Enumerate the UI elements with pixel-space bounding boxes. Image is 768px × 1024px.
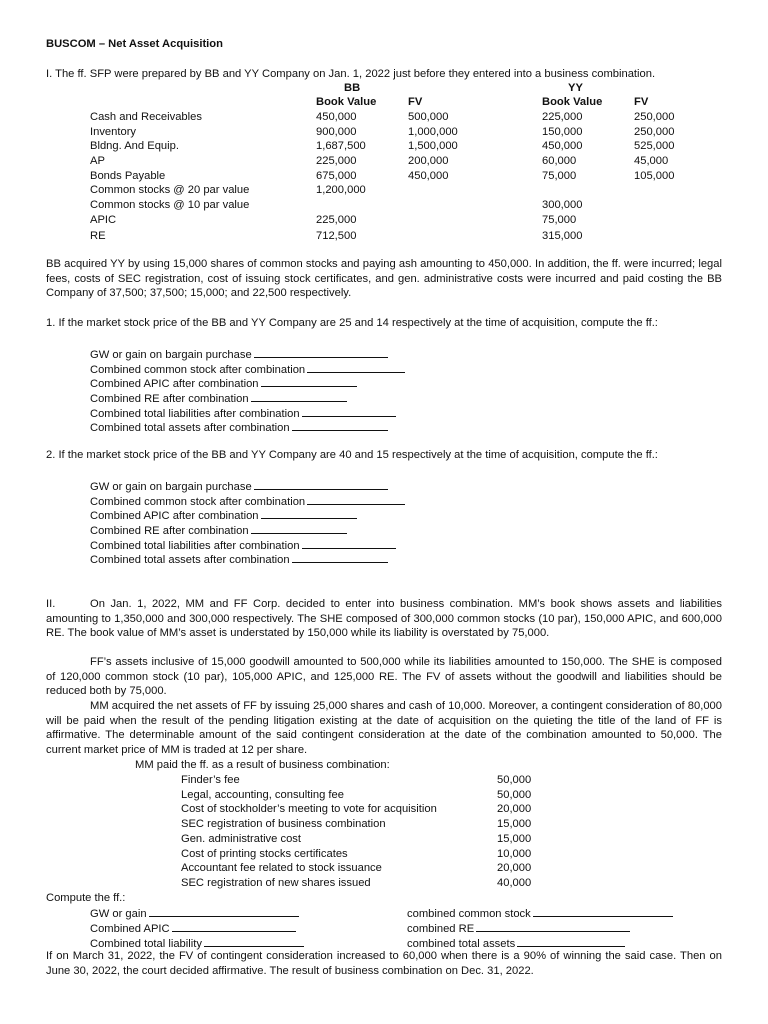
answer-blank[interactable] [307,361,405,373]
compute-item-label: combined common stock [407,908,531,920]
sfp-cell: 1,000,000 [408,126,458,138]
sfp-cell: 500,000 [408,111,449,123]
sfp-cell: 75,000 [542,214,577,226]
sfp-cell: 150,000 [542,126,583,138]
answer-blank[interactable] [302,405,396,417]
sfp-cell: 300,000 [542,199,583,211]
answer-blank[interactable] [476,920,630,932]
sfp-row-label: Bldng. And Equip. [90,140,179,152]
sfp-cell: 250,000 [634,126,675,138]
sfp-cell: 200,000 [408,155,449,167]
compute-item-label: Combined total liabilities after combination [90,408,300,420]
sfp-cell: 675,000 [316,170,357,182]
costs-intro: MM paid the ff. as a result of business combination: [135,759,390,771]
cost-label: Legal, accounting, consulting fee [181,789,344,801]
answer-blank[interactable] [251,522,347,534]
answer-blank[interactable] [251,390,347,402]
part2-paragraph-1: On Jan. 1, 2022, MM and FF Corp. decided to enter into business combination. MM’s book shows assets and liabilities amounting to 1,350,000 and 300,000 respectively. The SHE composed of 300,000 common stocks (10 par), 150,000 APIC, and 600,000 RE. The book value of MM’s asset is understated by 150,000 while its liability is overstated by 75,000. [46,598,722,640]
compute-item-label: combined total assets [407,938,516,950]
bb-fv-header: FV [408,96,423,108]
answer-blank[interactable] [307,493,405,505]
compute-item-label: Combined common stock after combination [90,364,306,376]
sfp-cell: 45,000 [634,155,669,167]
cost-label: Accountant fee related to stock issuance [181,862,382,874]
cost-value: 50,000 [497,789,532,801]
sfp-cell: 450,000 [542,140,583,152]
compute-item-label: Combined total assets after combination [90,422,290,434]
sfp-cell: 450,000 [408,170,449,182]
compute-label: Compute the ff.: [46,892,126,904]
sfp-row-label: RE [90,230,106,242]
bb-book-value-header: Book Value [316,96,377,108]
compute-item-label: Combined APIC after combination [90,510,259,522]
compute-item-label: Combined APIC [90,923,170,935]
cost-value: 50,000 [497,774,532,786]
part2-paragraph-2: FF’s assets inclusive of 15,000 goodwill amounted to 500,000 while its liabilities amounted to 150,000. The SHE is composed of 120,000 common stock (10 par), 105,000 APIC, and 125,000 RE. The FV of assets without the goodwill and liabilities should be reduced both by 75,000. [46,656,722,698]
answer-blank[interactable] [254,346,388,358]
sfp-cell: 60,000 [542,155,577,167]
sfp-cell: 1,500,000 [408,140,458,152]
sfp-cell: 900,000 [316,126,357,138]
sfp-cell: 450,000 [316,111,357,123]
part2-number: II. [46,598,56,610]
company-bb-header: BB [344,82,361,94]
page-title: BUSCOM – Net Asset Acquisition [46,38,223,50]
compute-item-label: GW or gain on bargain purchase [90,349,252,361]
answer-blank[interactable] [261,507,357,519]
answer-blank[interactable] [261,375,357,387]
sfp-row-label: Inventory [90,126,137,138]
cost-value: 10,000 [497,848,532,860]
final-paragraph: If on March 31, 2022, the FV of contingent consideration increased to 60,000 when there is a 90% of winning the said case. Then on June 30, 2022, the court decided affirmative. The result of business combination on Dec. 31, 2022. [46,950,722,977]
cost-label: Gen. administrative cost [181,833,302,845]
sfp-cell: 225,000 [542,111,583,123]
sfp-cell: 1,687,500 [316,140,366,152]
answer-blank[interactable] [517,935,625,947]
sfp-cell: 315,000 [542,230,583,242]
cost-value: 40,000 [497,877,532,889]
compute-item-label: Combined RE after combination [90,393,249,405]
acquisition-paragraph: BB acquired YY by using 15,000 shares of common stocks and paying ash amounting to 450,000. In addition, the ff. were incurred; legal fees, costs of SEC registration, cost of issuing stock certificates, and gen. administrative costs were incurred and paid costing the BB Company of 37,500; 37,500; 15,000; and 22,500 respectively. [46,258,722,300]
sfp-row-label: Common stocks @ 10 par value [90,199,250,211]
answer-blank[interactable] [533,905,673,917]
yy-book-value-header: Book Value [542,96,603,108]
yy-fv-header: FV [634,96,649,108]
compute-item-label: GW or gain on bargain purchase [90,481,252,493]
compute-item-label: Combined APIC after combination [90,378,259,390]
compute-item-label: GW or gain [90,908,147,920]
compute-item-label: Combined common stock after combination [90,496,306,508]
answer-blank[interactable] [204,935,304,947]
company-yy-header: YY [568,82,583,94]
part1-intro: I. The ff. SFP were prepared by BB and YY Company on Jan. 1, 2022 just before they entered into a business combination. [46,68,656,80]
sfp-row-label: Common stocks @ 20 par value [90,184,250,196]
cost-value: 15,000 [497,818,532,830]
sfp-row-label: AP [90,155,105,167]
answer-blank[interactable] [292,551,388,563]
cost-value: 15,000 [497,833,532,845]
sfp-row-label: Bonds Payable [90,170,166,182]
cost-label: SEC registration of new shares issued [181,877,371,889]
answer-blank[interactable] [172,920,296,932]
sfp-row-label: APIC [90,214,117,226]
sfp-cell: 525,000 [634,140,675,152]
question-2: 2. If the market stock price of the BB and YY Company are 40 and 15 respectively at the time of acquisition, compute the ff.: [46,449,658,461]
compute-item-label: Combined total liabilities after combination [90,540,300,552]
answer-blank[interactable] [254,478,388,490]
answer-blank[interactable] [302,537,396,549]
cost-label: Finder’s fee [181,774,240,786]
sfp-cell: 75,000 [542,170,577,182]
sfp-cell: 712,500 [316,230,357,242]
cost-label: Cost of printing stocks certificates [181,848,348,860]
cost-value: 20,000 [497,862,532,874]
sfp-cell: 225,000 [316,214,357,226]
compute-item-label: Combined total liability [90,938,202,950]
answer-blank[interactable] [149,905,299,917]
cost-label: SEC registration of business combination [181,818,386,830]
part2-paragraph-3: MM acquired the net assets of FF by issuing 25,000 shares and cash of 10,000. Moreover, a contingent consideration of 80,000 will be paid when the result of the pending litigation existing at the date of acquisition on the quieting the title of the land of FF is affirmative. The determinable amount of the said contingent consideration at the date of the combination amounted to 50,000. The current market price of MM is traded at 12 per share. [46,700,722,756]
sfp-cell: 105,000 [634,170,675,182]
sfp-cell: 1,200,000 [316,184,366,196]
compute-item-label: combined RE [407,923,475,935]
answer-blank[interactable] [292,419,388,431]
question-1: 1. If the market stock price of the BB and YY Company are 25 and 14 respectively at the time of acquisition, compute the ff.: [46,317,658,329]
cost-label: Cost of stockholder’s meeting to vote for acquisition [181,803,437,815]
cost-value: 20,000 [497,803,532,815]
sfp-cell: 225,000 [316,155,357,167]
compute-item-label: Combined RE after combination [90,525,249,537]
compute-item-label: Combined total assets after combination [90,554,290,566]
sfp-row-label: Cash and Receivables [90,111,202,123]
sfp-cell: 250,000 [634,111,675,123]
